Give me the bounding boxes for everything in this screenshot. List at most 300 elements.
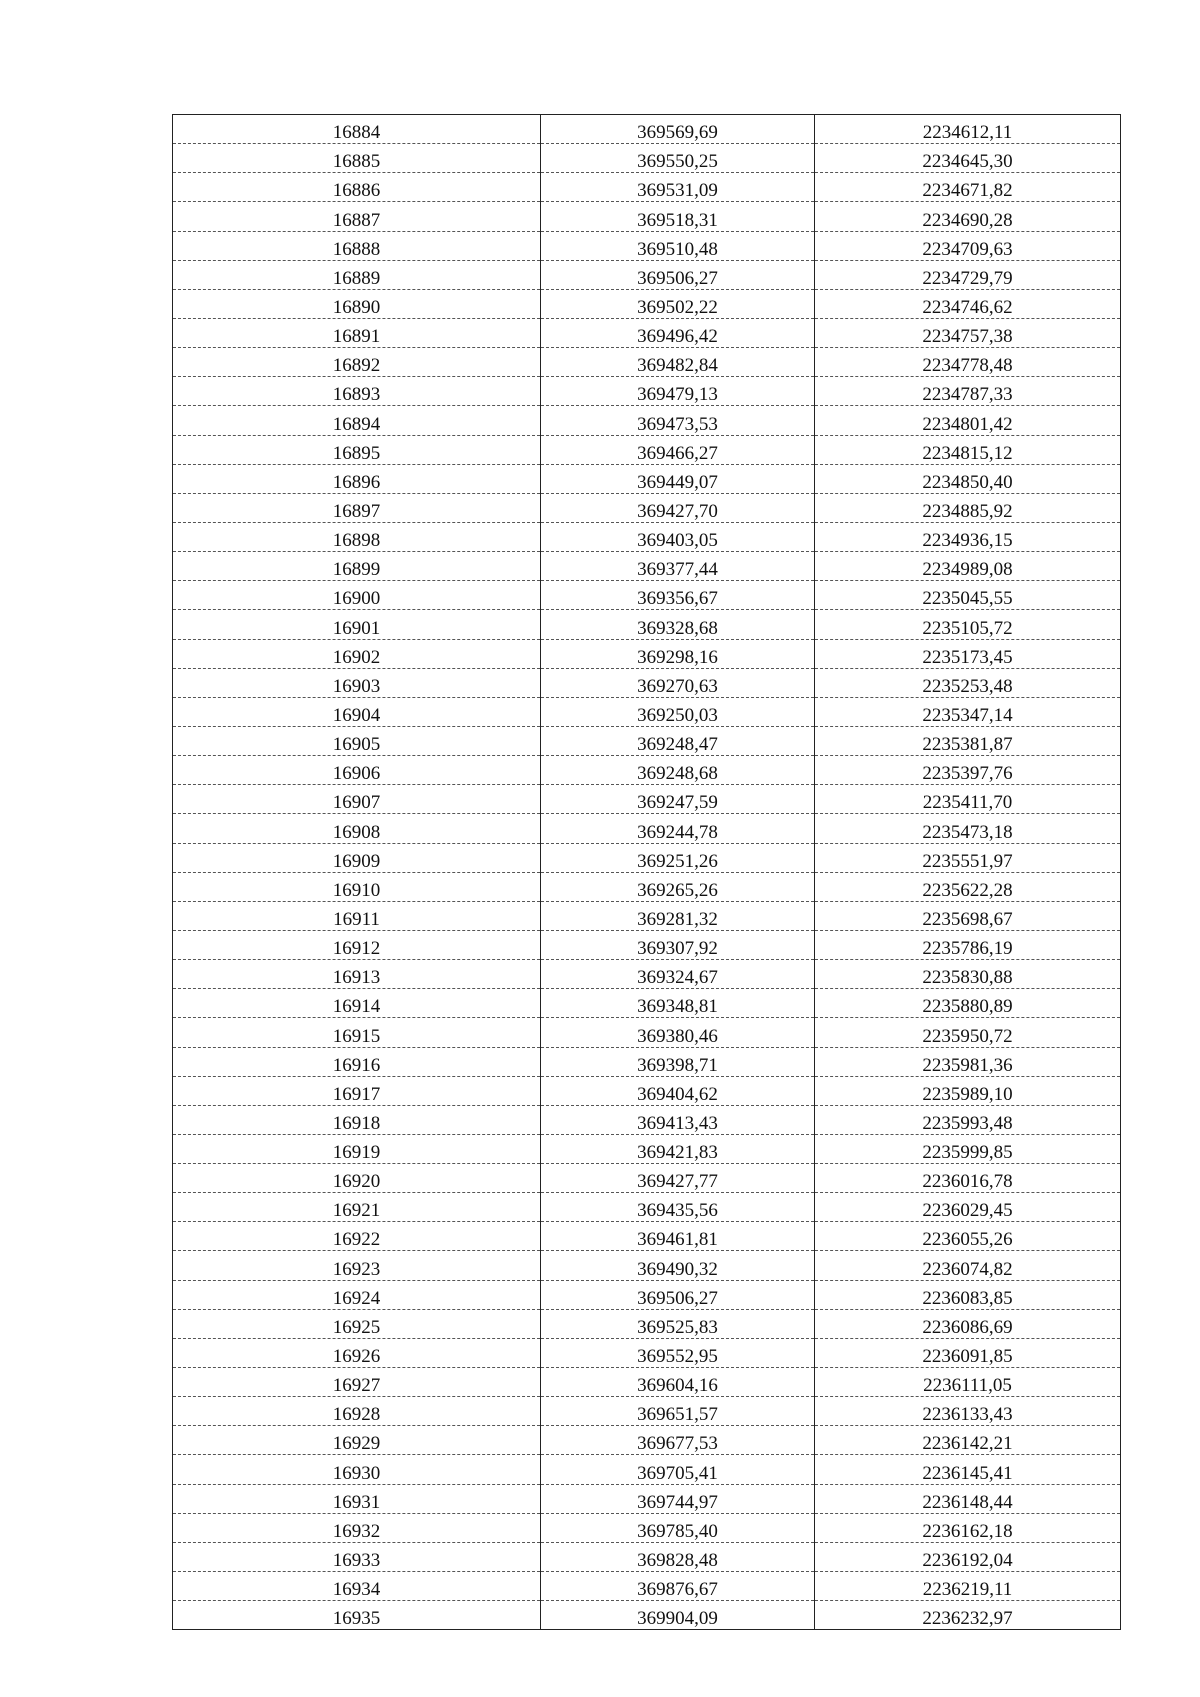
cell-text: 16922 [332, 1229, 381, 1251]
point-number-cell [173, 202, 541, 231]
table-row [173, 785, 1121, 814]
cell-text: 369461,81 [637, 1229, 718, 1251]
y-coordinate-cell [815, 1601, 1121, 1630]
x-coordinate-cell [541, 1164, 815, 1193]
cell-text: 2234729,79 [922, 267, 1013, 289]
cell-text: 369828,48 [637, 1550, 718, 1572]
point-number-cell [173, 493, 541, 522]
coordinates-table-body [173, 115, 1121, 1630]
cell-text: 16913 [332, 967, 381, 989]
cell-text: 369604,16 [637, 1375, 718, 1397]
cell-text: 16904 [332, 704, 381, 726]
y-coordinate-cell [815, 173, 1121, 202]
table-row [173, 843, 1121, 872]
point-number-cell [173, 785, 541, 814]
table-row [173, 289, 1121, 318]
cell-text: 16892 [332, 355, 381, 377]
table-row [173, 668, 1121, 697]
cell-text: 2235173,45 [922, 646, 1013, 668]
table-row [173, 1426, 1121, 1455]
cell-text: 2236192,04 [922, 1550, 1013, 1572]
x-coordinate-cell [541, 144, 815, 173]
cell-text: 2234936,15 [922, 530, 1013, 552]
point-number-cell [173, 756, 541, 785]
cell-text: 2234787,33 [922, 384, 1013, 406]
point-number-cell [173, 1601, 541, 1630]
x-coordinate-cell [541, 901, 815, 930]
x-coordinate-cell [541, 1513, 815, 1542]
table-row [173, 726, 1121, 755]
cell-text: 369705,41 [637, 1462, 718, 1484]
cell-text: 369550,25 [637, 151, 718, 173]
cell-text: 16930 [332, 1462, 381, 1484]
x-coordinate-cell [541, 1076, 815, 1105]
table-row [173, 1572, 1121, 1601]
y-coordinate-cell [815, 1105, 1121, 1134]
cell-text: 2235786,19 [922, 938, 1013, 960]
cell-text: 16932 [332, 1520, 381, 1542]
x-coordinate-cell [541, 1484, 815, 1513]
table-row [173, 1076, 1121, 1105]
cell-text: 16911 [333, 908, 380, 930]
y-coordinate-cell [815, 318, 1121, 347]
cell-text: 16908 [332, 821, 381, 843]
cell-text: 2234746,62 [922, 296, 1013, 318]
cell-text: 16889 [332, 267, 381, 289]
point-number-cell [173, 581, 541, 610]
cell-text: 2235981,36 [922, 1054, 1013, 1076]
cell-text: 16906 [332, 763, 381, 785]
cell-text: 369328,68 [637, 617, 718, 639]
y-coordinate-cell [815, 1426, 1121, 1455]
point-number-cell [173, 668, 541, 697]
x-coordinate-cell [541, 1338, 815, 1367]
cell-text: 369427,70 [637, 500, 718, 522]
table-row [173, 1338, 1121, 1367]
y-coordinate-cell [815, 1076, 1121, 1105]
cell-text: 2236133,43 [922, 1404, 1013, 1426]
cell-text: 369244,78 [637, 821, 718, 843]
cell-text: 2235989,10 [922, 1083, 1013, 1105]
x-coordinate-cell [541, 231, 815, 260]
point-number-cell [173, 1513, 541, 1542]
cell-text: 2235347,14 [922, 704, 1013, 726]
cell-text: 2234709,63 [922, 238, 1013, 260]
y-coordinate-cell [815, 231, 1121, 260]
point-number-cell [173, 639, 541, 668]
cell-text: 16921 [332, 1200, 381, 1222]
x-coordinate-cell [541, 960, 815, 989]
point-number-cell [173, 231, 541, 260]
point-number-cell [173, 1193, 541, 1222]
cell-text: 16893 [332, 384, 381, 406]
cell-text: 2235880,89 [922, 996, 1013, 1018]
cell-text: 16933 [332, 1550, 381, 1572]
cell-text: 2236016,78 [922, 1171, 1013, 1193]
y-coordinate-cell [815, 814, 1121, 843]
cell-text: 369502,22 [637, 296, 718, 318]
table-row [173, 1397, 1121, 1426]
x-coordinate-cell [541, 173, 815, 202]
table-row [173, 115, 1121, 144]
point-number-cell [173, 1542, 541, 1571]
cell-text: 369531,09 [637, 180, 718, 202]
cell-text: 2236148,44 [922, 1491, 1013, 1513]
point-number-cell [173, 1251, 541, 1280]
y-coordinate-cell [815, 1368, 1121, 1397]
cell-text: 369398,71 [637, 1054, 718, 1076]
point-number-cell [173, 726, 541, 755]
x-coordinate-cell [541, 581, 815, 610]
cell-text: 2235999,85 [922, 1142, 1013, 1164]
x-coordinate-cell [541, 872, 815, 901]
cell-text: 16918 [332, 1112, 381, 1134]
x-coordinate-cell [541, 115, 815, 144]
table-row [173, 144, 1121, 173]
y-coordinate-cell [815, 843, 1121, 872]
point-number-cell [173, 552, 541, 581]
y-coordinate-cell [815, 522, 1121, 551]
x-coordinate-cell [541, 260, 815, 289]
y-coordinate-cell [815, 1542, 1121, 1571]
y-coordinate-cell [815, 697, 1121, 726]
point-number-cell [173, 406, 541, 435]
cell-text: 369427,77 [637, 1171, 718, 1193]
x-coordinate-cell [541, 1455, 815, 1484]
point-number-cell [173, 377, 541, 406]
point-number-cell [173, 1076, 541, 1105]
cell-text: 369496,42 [637, 326, 718, 348]
cell-text: 16888 [332, 238, 381, 260]
cell-text: 2236029,45 [922, 1200, 1013, 1222]
x-coordinate-cell [541, 1397, 815, 1426]
x-coordinate-cell [541, 1542, 815, 1571]
table-row [173, 1134, 1121, 1163]
cell-text: 369876,67 [637, 1579, 718, 1601]
table-row [173, 202, 1121, 231]
point-number-cell [173, 1018, 541, 1047]
table-row [173, 1222, 1121, 1251]
x-coordinate-cell [541, 785, 815, 814]
cell-text: 2235473,18 [922, 821, 1013, 843]
cell-text: 2234815,12 [922, 442, 1013, 464]
x-coordinate-cell [541, 1601, 815, 1630]
cell-text: 16897 [332, 500, 381, 522]
point-number-cell [173, 872, 541, 901]
cell-text: 16900 [332, 588, 381, 610]
cell-text: 369413,43 [637, 1112, 718, 1134]
y-coordinate-cell [815, 756, 1121, 785]
x-coordinate-cell [541, 1426, 815, 1455]
cell-text: 16884 [332, 122, 381, 144]
cell-text: 16885 [332, 151, 381, 173]
cell-text: 369482,84 [637, 355, 718, 377]
x-coordinate-cell [541, 726, 815, 755]
cell-text: 2234671,82 [922, 180, 1013, 202]
y-coordinate-cell [815, 872, 1121, 901]
cell-text: 2236232,97 [922, 1608, 1013, 1630]
cell-text: 2236219,11 [922, 1579, 1013, 1601]
point-number-cell [173, 1484, 541, 1513]
cell-text: 369506,27 [637, 1287, 718, 1309]
cell-text: 369552,95 [637, 1346, 718, 1368]
y-coordinate-cell [815, 1222, 1121, 1251]
x-coordinate-cell [541, 1251, 815, 1280]
point-number-cell [173, 843, 541, 872]
x-coordinate-cell [541, 202, 815, 231]
y-coordinate-cell [815, 1513, 1121, 1542]
x-coordinate-cell [541, 493, 815, 522]
cell-text: 369421,83 [637, 1142, 718, 1164]
table-row [173, 872, 1121, 901]
y-coordinate-cell [815, 1280, 1121, 1309]
cell-text: 2235381,87 [922, 734, 1013, 756]
point-number-cell [173, 173, 541, 202]
cell-text: 2234778,48 [922, 355, 1013, 377]
y-coordinate-cell [815, 1251, 1121, 1280]
table-row [173, 260, 1121, 289]
point-number-cell [173, 930, 541, 959]
cell-text: 16899 [332, 559, 381, 581]
x-coordinate-cell [541, 989, 815, 1018]
cell-text: 369473,53 [637, 413, 718, 435]
y-coordinate-cell [815, 639, 1121, 668]
table-row [173, 1455, 1121, 1484]
point-number-cell [173, 318, 541, 347]
cell-text: 369248,47 [637, 734, 718, 756]
y-coordinate-cell [815, 115, 1121, 144]
table-row [173, 1164, 1121, 1193]
y-coordinate-cell [815, 726, 1121, 755]
point-number-cell [173, 144, 541, 173]
cell-text: 369466,27 [637, 442, 718, 464]
cell-text: 2235551,97 [922, 850, 1013, 872]
x-coordinate-cell [541, 435, 815, 464]
table-row [173, 522, 1121, 551]
point-number-cell [173, 1368, 541, 1397]
y-coordinate-cell [815, 493, 1121, 522]
cell-text: 2235253,48 [922, 675, 1013, 697]
point-number-cell [173, 1309, 541, 1338]
cell-text: 16915 [332, 1025, 381, 1047]
cell-text: 369251,26 [637, 850, 718, 872]
point-number-cell [173, 989, 541, 1018]
table-row [173, 1542, 1121, 1571]
cell-text: 2235622,28 [922, 879, 1013, 901]
y-coordinate-cell [815, 1193, 1121, 1222]
y-coordinate-cell [815, 668, 1121, 697]
cell-text: 16924 [332, 1287, 381, 1309]
cell-text: 369506,27 [637, 267, 718, 289]
coordinates-table [172, 114, 1121, 1630]
point-number-cell [173, 1164, 541, 1193]
point-number-cell [173, 115, 541, 144]
cell-text: 16912 [332, 938, 381, 960]
cell-text: 2236083,85 [922, 1287, 1013, 1309]
cell-text: 2236111,05 [923, 1375, 1012, 1397]
cell-text: 369785,40 [637, 1520, 718, 1542]
y-coordinate-cell [815, 202, 1121, 231]
cell-text: 16914 [332, 996, 381, 1018]
cell-text: 16934 [332, 1579, 381, 1601]
cell-text: 16894 [332, 413, 381, 435]
point-number-cell [173, 1280, 541, 1309]
cell-text: 369324,67 [637, 967, 718, 989]
y-coordinate-cell [815, 785, 1121, 814]
point-number-cell [173, 464, 541, 493]
cell-text: 16902 [332, 646, 381, 668]
cell-text: 2236055,26 [922, 1229, 1013, 1251]
table-row [173, 318, 1121, 347]
cell-text: 16920 [332, 1171, 381, 1193]
cell-text: 16928 [332, 1404, 381, 1426]
cell-text: 369248,68 [637, 763, 718, 785]
cell-text: 369435,56 [637, 1200, 718, 1222]
table-row [173, 1018, 1121, 1047]
y-coordinate-cell [815, 930, 1121, 959]
cell-text: 16891 [332, 326, 381, 348]
point-number-cell [173, 435, 541, 464]
cell-text: 16923 [332, 1258, 381, 1280]
table-row [173, 1309, 1121, 1338]
x-coordinate-cell [541, 610, 815, 639]
point-number-cell [173, 1426, 541, 1455]
y-coordinate-cell [815, 377, 1121, 406]
cell-text: 369744,97 [637, 1491, 718, 1513]
point-number-cell [173, 289, 541, 318]
cell-text: 369525,83 [637, 1316, 718, 1338]
point-number-cell [173, 522, 541, 551]
cell-text: 2234757,38 [922, 326, 1013, 348]
point-number-cell [173, 260, 541, 289]
cell-text: 2235950,72 [922, 1025, 1013, 1047]
cell-text: 369307,92 [637, 938, 718, 960]
x-coordinate-cell [541, 1368, 815, 1397]
table-row [173, 814, 1121, 843]
x-coordinate-cell [541, 1105, 815, 1134]
table-row [173, 1105, 1121, 1134]
y-coordinate-cell [815, 406, 1121, 435]
table-row [173, 581, 1121, 610]
point-number-cell [173, 1222, 541, 1251]
cell-text: 369403,05 [637, 530, 718, 552]
table-row [173, 610, 1121, 639]
cell-text: 2235045,55 [922, 588, 1013, 610]
cell-text: 369404,62 [637, 1083, 718, 1105]
cell-text: 2236142,21 [922, 1433, 1013, 1455]
cell-text: 369904,09 [637, 1608, 718, 1630]
cell-text: 16890 [332, 296, 381, 318]
cell-text: 2236074,82 [922, 1258, 1013, 1280]
table-row [173, 1047, 1121, 1076]
cell-text: 16896 [332, 471, 381, 493]
y-coordinate-cell [815, 289, 1121, 318]
point-number-cell [173, 1134, 541, 1163]
table-row [173, 1280, 1121, 1309]
cell-text: 369677,53 [637, 1433, 718, 1455]
x-coordinate-cell [541, 697, 815, 726]
cell-text: 2234612,11 [922, 122, 1013, 144]
y-coordinate-cell [815, 1309, 1121, 1338]
x-coordinate-cell [541, 552, 815, 581]
table-row [173, 697, 1121, 726]
cell-text: 2234801,42 [922, 413, 1013, 435]
x-coordinate-cell [541, 464, 815, 493]
x-coordinate-cell [541, 1018, 815, 1047]
point-number-cell [173, 901, 541, 930]
table-row [173, 552, 1121, 581]
cell-text: 369510,48 [637, 238, 718, 260]
table-row [173, 1601, 1121, 1630]
cell-text: 369298,16 [637, 646, 718, 668]
table-row [173, 756, 1121, 785]
cell-text: 369377,44 [637, 559, 718, 581]
cell-text: 16931 [332, 1491, 381, 1513]
cell-text: 2234989,08 [922, 559, 1013, 581]
y-coordinate-cell [815, 260, 1121, 289]
x-coordinate-cell [541, 348, 815, 377]
cell-text: 16903 [332, 675, 381, 697]
x-coordinate-cell [541, 377, 815, 406]
cell-text: 16926 [332, 1346, 381, 1368]
y-coordinate-cell [815, 901, 1121, 930]
cell-text: 369265,26 [637, 879, 718, 901]
y-coordinate-cell [815, 610, 1121, 639]
x-coordinate-cell [541, 1193, 815, 1222]
cell-text: 2236145,41 [922, 1462, 1013, 1484]
y-coordinate-cell [815, 1338, 1121, 1367]
point-number-cell [173, 1105, 541, 1134]
x-coordinate-cell [541, 930, 815, 959]
cell-text: 16907 [332, 792, 381, 814]
cell-text: 16927 [332, 1375, 381, 1397]
table-row [173, 1484, 1121, 1513]
cell-text: 2234885,92 [922, 500, 1013, 522]
table-row [173, 1251, 1121, 1280]
y-coordinate-cell [815, 1047, 1121, 1076]
cell-text: 2235830,88 [922, 967, 1013, 989]
x-coordinate-cell [541, 639, 815, 668]
x-coordinate-cell [541, 406, 815, 435]
y-coordinate-cell [815, 960, 1121, 989]
x-coordinate-cell [541, 756, 815, 785]
cell-text: 369490,32 [637, 1258, 718, 1280]
table-row [173, 1193, 1121, 1222]
table-row [173, 639, 1121, 668]
y-coordinate-cell [815, 1572, 1121, 1601]
cell-text: 369569,69 [637, 122, 718, 144]
cell-text: 369281,32 [637, 908, 718, 930]
y-coordinate-cell [815, 1397, 1121, 1426]
x-coordinate-cell [541, 668, 815, 697]
table-row [173, 930, 1121, 959]
cell-text: 2235411,70 [922, 792, 1013, 814]
table-row [173, 435, 1121, 464]
y-coordinate-cell [815, 989, 1121, 1018]
cell-text: 2235397,76 [922, 763, 1013, 785]
cell-text: 369479,13 [637, 384, 718, 406]
x-coordinate-cell [541, 318, 815, 347]
cell-text: 16935 [332, 1608, 381, 1630]
table-row [173, 377, 1121, 406]
point-number-cell [173, 697, 541, 726]
cell-text: 16910 [332, 879, 381, 901]
cell-text: 369518,31 [637, 209, 718, 231]
y-coordinate-cell [815, 435, 1121, 464]
cell-text: 369250,03 [637, 704, 718, 726]
cell-text: 16898 [332, 530, 381, 552]
cell-text: 2236086,69 [922, 1316, 1013, 1338]
